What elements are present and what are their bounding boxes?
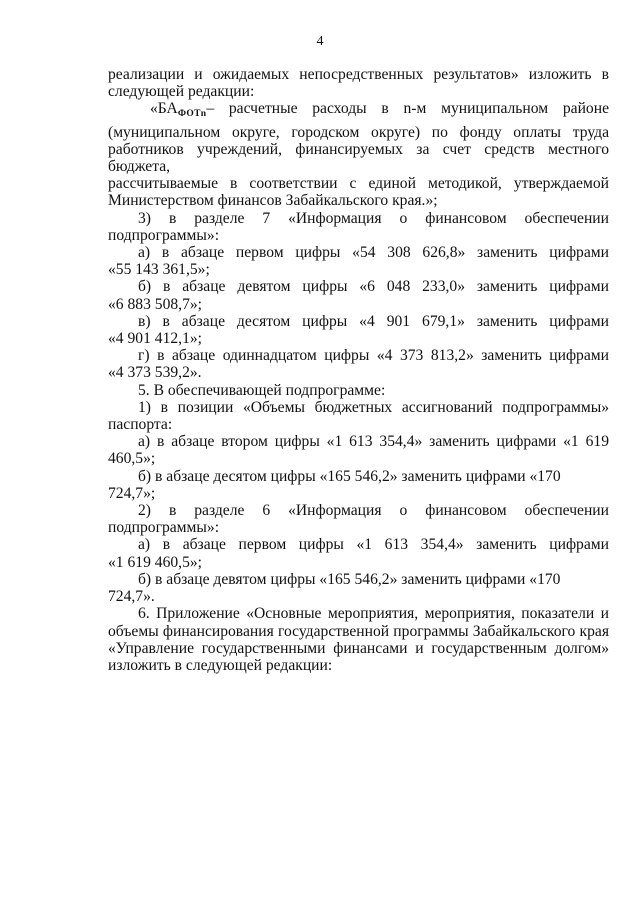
text-line: б) в абзаце девятом цифры «6 048 233,0» заменить цифрами [138, 278, 609, 296]
text-line: паспорта: [108, 416, 173, 434]
text-line: а) в абзаце втором цифры «1 613 354,4» заменить цифрами «1 619 460,5»; [108, 433, 609, 468]
formula-subscript: ФОТn [177, 109, 207, 120]
text-line: «Управление государственными финансами и государственным долгом» [108, 639, 609, 657]
text-line: 1) в позиции «Объемы бюджетных ассигнований подпрограммы» [138, 398, 609, 416]
text-line: изложить в следующей редакции: [108, 656, 333, 674]
document-body [108, 66, 609, 674]
formula-open-quote: « [150, 100, 158, 118]
text-line: «4 901 412,1»; [108, 330, 202, 348]
text-line: «1 619 460,5»; [108, 553, 202, 571]
text-line: (муниципальном округе, городском округе) по фонду оплаты труда [108, 123, 609, 141]
text-line: рассчитываемые в соответствии с единой методикой, утверждаемой [108, 175, 609, 193]
text-line: а) в абзаце первом цифры «54 308 626,8» заменить цифрами [138, 244, 609, 262]
text-line: «55 143 361,5»; [108, 261, 210, 279]
formula-symbol: БА [157, 100, 178, 118]
text-line: Министерством финансов Забайкальского края.»; [108, 192, 438, 210]
text-line: реализации и ожидаемых непосредственных результатов» изложить в [108, 66, 609, 83]
text-line: в) в абзаце десятом цифры «4 901 679,1» заменить цифрами [138, 312, 609, 330]
formula-description: – расчетные расходы в n-м муниципальном районе [206, 100, 609, 118]
text-line: 3) в разделе 7 «Информация о финансовом обеспечении подпрограммы»: [108, 209, 609, 244]
text-line: 2) в разделе 6 «Информация о финансовом обеспечении подпрограммы»: [108, 502, 609, 537]
text-line: б) в абзаце десятом цифры «165 546,2» заменить цифрами «170 724,7»; [108, 467, 561, 502]
page-number: 4 [316, 34, 324, 49]
text-line: работников учреждений, финансируемых за счет средств местного бюджета, [108, 140, 609, 176]
text-line: «4 373 539,2». [108, 364, 202, 382]
text-line: объемы финансирования государственной программы Забайкальского края [108, 622, 609, 640]
text-line: следующей редакции: [108, 83, 255, 101]
text-line: 6. Приложение «Основные мероприятия, мероприятия, показатели и [138, 605, 609, 623]
text-line: б) в абзаце девятом цифры «165 546,2» заменить цифрами «170 724,7». [108, 570, 561, 606]
text-line: «6 883 508,7»; [108, 295, 202, 313]
formula-definition-line [108, 100, 609, 123]
text-line: 5. В обеспечивающей подпрограмме: [138, 381, 386, 399]
text-line: г) в абзаце одиннадцатом цифры «4 373 813,2» заменить цифрами [138, 347, 609, 365]
text-line: а) в абзаце первом цифры «1 613 354,4» заменить цифрами [138, 536, 609, 554]
